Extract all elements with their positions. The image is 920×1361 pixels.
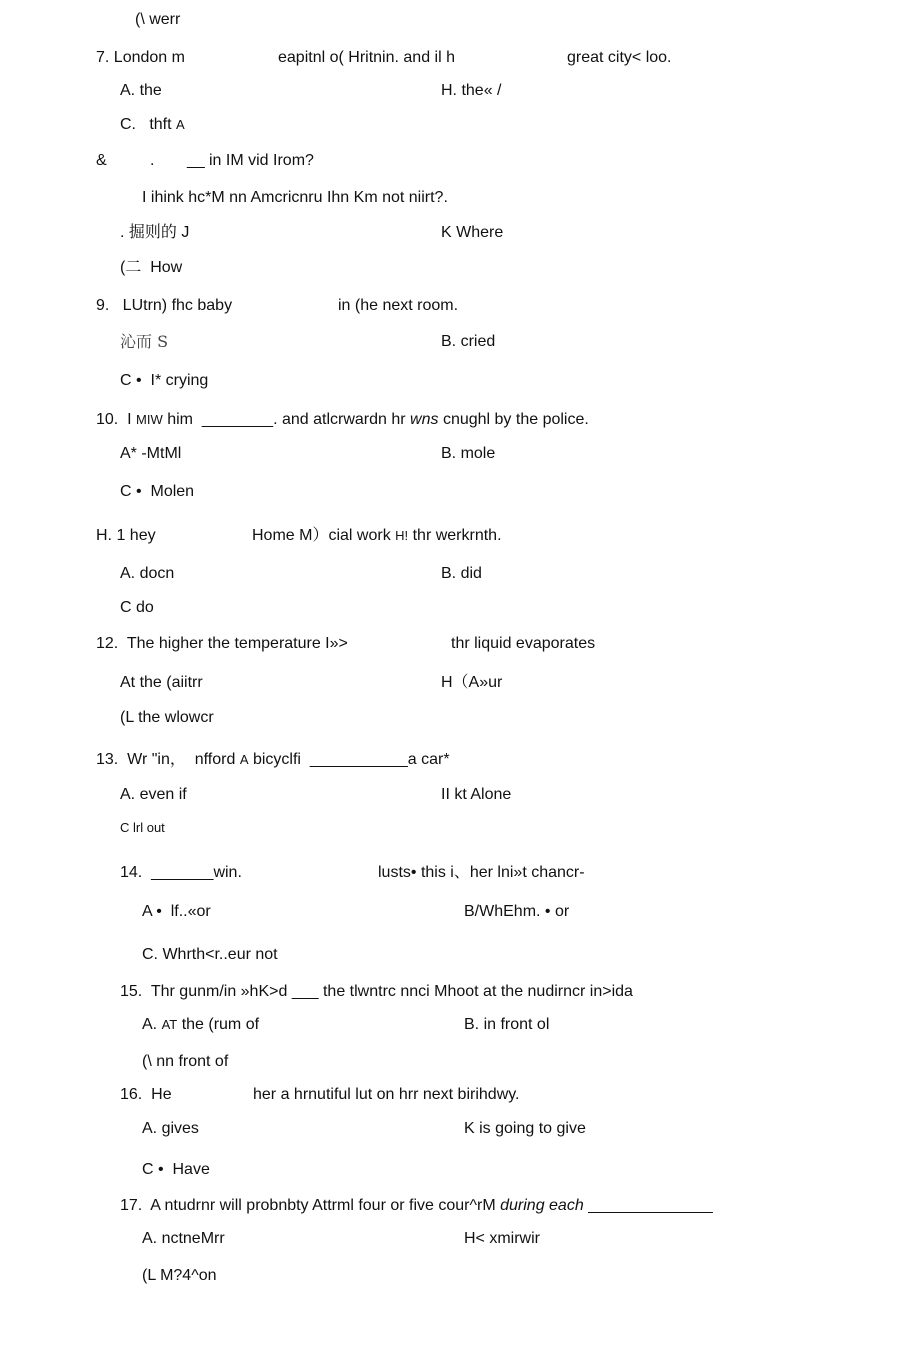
q16-stem-part2: her a hrnutiful lut on hrr next birihdwy. <box>253 1086 520 1103</box>
q10-tail: cnughl by the police. <box>442 411 589 428</box>
q10-option-a: A* -MtMl <box>120 445 182 462</box>
q10-blank: ________ <box>201 411 274 428</box>
q15-blank: ___ <box>291 983 319 1000</box>
q10-option-c: C • Molen <box>120 483 195 500</box>
q14-option-b: B/WhEhm. • or <box>464 903 570 920</box>
q11-stem-h: H! <box>395 528 409 543</box>
q12-stem-part1: 12. The higher the temperature I»> <box>96 635 348 652</box>
q9-option-c: C • I* crying <box>120 372 209 389</box>
q15-option-a <box>142 1015 259 1035</box>
q17-option-a: A. nctneMrr <box>142 1230 225 1247</box>
q14-blank: _______ <box>151 864 214 881</box>
q17-option-b: H< xmirwir <box>464 1230 540 1247</box>
q15-option-b: B. in front ol <box>464 1016 550 1033</box>
q14-option-a: A • lf..«or <box>142 903 211 920</box>
q12-option-a: At the (aiitrr <box>120 674 203 691</box>
q11-option-c: C do <box>120 599 154 616</box>
q8-option-c: (二 How <box>120 259 183 276</box>
q10-option-b: B. mole <box>441 445 496 462</box>
q8-option-b: K Where <box>441 224 504 241</box>
q17-during: during each <box>500 1197 584 1214</box>
q17-stem <box>120 1196 713 1216</box>
q11-stem-part1: H. 1 hey <box>96 527 156 544</box>
q13-stem-part1: 13. Wr "in， nfford <box>96 751 236 768</box>
q12-stem-part2: thr liquid evaporates <box>451 635 596 652</box>
q11-stem-part2 <box>252 526 502 546</box>
q11-stem-part2a: Home M）cial work <box>252 527 391 544</box>
q17-stem-part1: 17. A ntudrnr will probnbty Attrml four or five cour^rM <box>120 1197 496 1214</box>
q16-stem-part1: 16. He <box>120 1086 172 1103</box>
q7-stem-part3: great city< loo. <box>567 49 672 66</box>
q13-option-b: II kt Alone <box>441 786 512 803</box>
q16-option-b: K is going to give <box>464 1120 586 1137</box>
q8-option-a: . 掘则的 J <box>120 224 190 241</box>
q15-stem <box>120 982 633 1002</box>
q17-option-c: (L M?4^on <box>142 1267 217 1284</box>
q17-blank: ______________ <box>588 1197 713 1214</box>
q15-stem-part1: 15. Thr gunm/in »hK>d <box>120 983 288 1000</box>
q12-option-b: H（A»ur <box>441 674 503 691</box>
q12-option-c: (L the wlowcr <box>120 709 214 726</box>
q15-stem-part2: the tlwntrc nnci Mhoot at the nudirncr in>ida <box>322 983 633 1000</box>
q15-option-a-label: A. <box>142 1016 158 1033</box>
q13-blank: ___________ <box>309 751 408 768</box>
q15-option-a-rest: the (rum of <box>181 1016 260 1033</box>
q9-stem-part1: 9. LUtrn) fhc baby <box>96 297 233 314</box>
q14-stem-part2: lusts• this i、her lni»t chancr- <box>378 864 585 881</box>
q7-option-b: H. the« / <box>441 82 502 99</box>
q14-option-c: C. Whrth<r..eur not <box>142 946 278 963</box>
q13-stem <box>96 750 450 770</box>
q7-option-c-tail: A <box>176 117 185 132</box>
q10-him: him <box>167 411 193 428</box>
q16-option-a: A. gives <box>142 1120 199 1137</box>
q15-option-a-at: AT <box>161 1017 178 1032</box>
q7-option-a: A. the <box>120 82 162 99</box>
q14-number: 14. <box>120 864 143 881</box>
q10-number: 10. I <box>96 411 132 428</box>
q11-option-b: B. did <box>441 565 482 582</box>
q10-stem <box>96 410 589 430</box>
q13-option-a: A. even if <box>120 786 187 803</box>
q8-blank: __ <box>187 152 205 169</box>
q8-line2: I ihink hc*M nn Amcricnru Ihn Km not niirt?. <box>142 189 448 206</box>
q10-wns: wns <box>410 411 439 428</box>
q8-number: & <box>96 152 107 169</box>
q7-stem-part1: 7. London m <box>96 49 185 66</box>
q7-option-c-label: C. thft <box>120 116 172 133</box>
q14-stem-part1: win. <box>213 864 242 881</box>
q11-stem-part2b: thr werkrnth. <box>412 527 502 544</box>
q8-dot: . <box>150 152 155 169</box>
q9-stem-part2: in (he next room. <box>338 297 459 314</box>
q15-option-c: (\ nn front of <box>142 1053 229 1070</box>
q14-stem <box>120 863 242 883</box>
q13-tail: a car* <box>407 751 450 768</box>
q13-stem-part2: bicyclfi <box>252 751 301 768</box>
q13-option-c: C lrl out <box>120 820 165 835</box>
q16-option-c: C • Have <box>142 1161 210 1178</box>
q7-stem-part2: eapitnl o( Hritnin. and il h <box>278 49 455 66</box>
q13-a: A <box>239 752 249 767</box>
q7-option-c <box>120 115 185 135</box>
q8-stem: in IM vid Irom? <box>209 152 314 169</box>
q10-mid: . and atlcrwardn hr <box>273 411 406 428</box>
q9-option-a: 沁而 S <box>120 332 169 351</box>
q6-option-c: (\ werr <box>135 11 181 28</box>
q9-option-b: B. cried <box>441 333 496 350</box>
q10-miw: MIW <box>136 412 163 427</box>
q11-option-a: A. docn <box>120 565 175 582</box>
